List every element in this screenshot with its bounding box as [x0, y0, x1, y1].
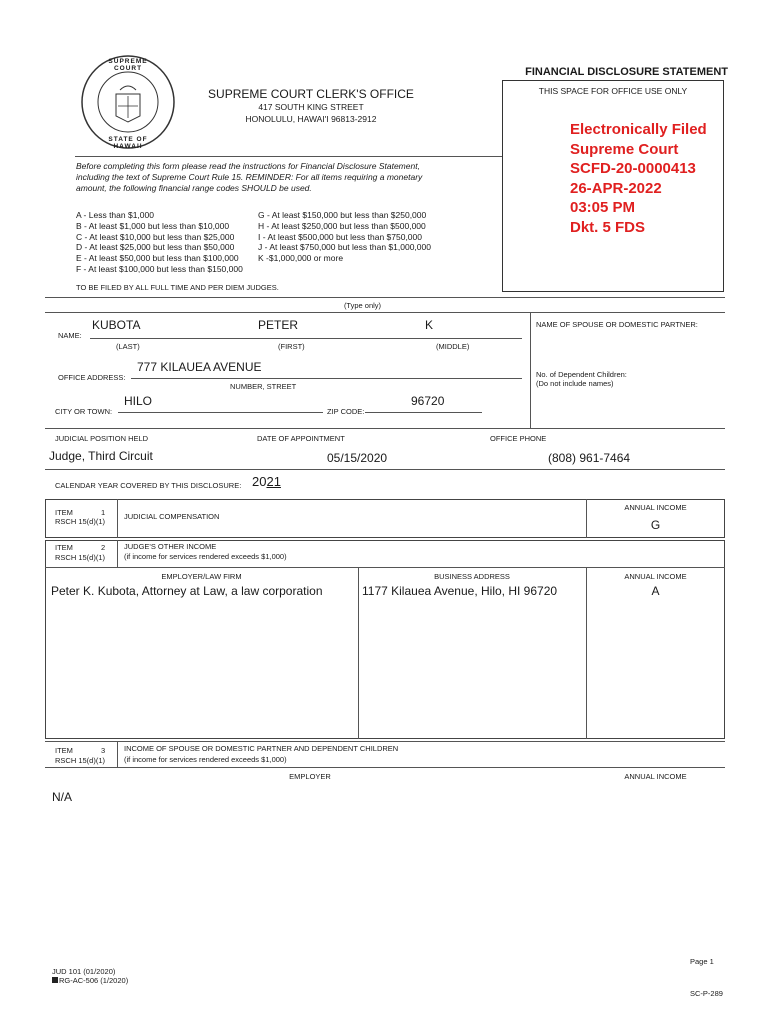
item2-employer-value[interactable]: Peter K. Kubota, Attorney at Law, a law corporation [51, 584, 323, 598]
year-suffix: 21 [266, 474, 281, 489]
year-prefix: 20 [252, 474, 267, 489]
city-value[interactable]: HILO [124, 394, 153, 408]
item2-col-employer: EMPLOYER/LAW FIRM [161, 572, 242, 581]
office-address-label: OFFICE ADDRESS: [58, 373, 126, 382]
form-title: FINANCIAL DISCLOSURE STATEMENT [525, 66, 728, 78]
instructions-line-2: including the text of Supreme Court Rule 15. REMINDER: For all items requiring a monetary [76, 172, 423, 182]
item2-address-value[interactable]: 1177 Kilauea Avenue, Hilo, HI 96720 [362, 584, 558, 598]
last-name-value[interactable]: KUBOTA [92, 318, 141, 332]
appointment-value[interactable]: 05/15/2020 [327, 451, 388, 465]
rule-name-top [45, 312, 725, 313]
court-seal [80, 54, 176, 150]
form-number-2-text: RG-AC-506 (1/2020) [59, 976, 129, 985]
stamp-line-5: 03:05 PM [570, 199, 636, 216]
item2-rule: RSCH 15(d)(1) [55, 553, 106, 562]
item3-rule: RSCH 15(d)(1) [55, 756, 106, 765]
item3-col-employer: EMPLOYER [289, 772, 331, 781]
item2-divider-left [117, 540, 118, 567]
last-label: (LAST) [116, 342, 140, 351]
middle-label: (MIDDLE) [436, 342, 470, 351]
first-label: (FIRST) [278, 342, 305, 351]
item1-title: JUDICIAL COMPENSATION [124, 512, 220, 521]
item2-col-divider-1 [358, 567, 359, 739]
phone-label: OFFICE PHONE [490, 434, 547, 443]
dependents-label-line-2: (Do not include names) [536, 379, 614, 388]
item3-subtitle: (if income for services rendered exceeds $1,000) [124, 755, 287, 764]
code-f: F - At least $100,000 but less than $150,000 [76, 263, 243, 274]
item2-income-value[interactable]: A [651, 584, 660, 598]
item1-item: ITEM [55, 508, 73, 517]
dependents-label [536, 370, 627, 388]
item2-item: ITEM [55, 543, 73, 552]
code-j: J - At least $750,000 but less than $1,000,000 [258, 242, 431, 253]
stamp-line-3: SCFD-20-0000413 [570, 160, 696, 177]
item1-label [55, 508, 105, 517]
item2-num: 2 [101, 543, 106, 552]
instructions-top-rule [75, 156, 502, 157]
code-d: D - At least $25,000 but less than $50,000 [76, 242, 235, 253]
rule-position-bottom [45, 469, 725, 470]
spouse-label: NAME OF SPOUSE OR DOMESTIC PARTNER: [536, 320, 698, 329]
seal-bottom-text: STATE OF HAWAII [108, 136, 148, 150]
item3-label [55, 746, 105, 755]
name-underline [90, 338, 522, 339]
divider-spouse [530, 312, 531, 428]
office-address-line2: HONOLULU, HAWAI'I 96813-2912 [245, 114, 377, 124]
calendar-year-value[interactable] [252, 474, 281, 489]
code-e: E - At least $50,000 but less than $100,000 [76, 253, 239, 264]
number-street-label: NUMBER, STREET [230, 382, 297, 391]
item3-top-rule [45, 741, 725, 742]
appointment-label: DATE OF APPOINTMENT [257, 434, 345, 443]
stamp-line-6: Dkt. 5 FDS [570, 218, 646, 236]
item2-title: JUDGE'S OTHER INCOME [124, 542, 217, 551]
page-number: Page 1 [690, 957, 714, 966]
name-label: NAME: [58, 331, 82, 340]
dependents-label-line-1: No. of Dependent Children: [536, 370, 627, 379]
street-value[interactable]: 777 KILAUEA AVENUE [137, 360, 262, 374]
office-address-line1: 417 SOUTH KING STREET [258, 102, 364, 112]
code-c: C - At least $10,000 but less than $25,000 [76, 231, 235, 242]
phone-value[interactable]: (808) 961-7464 [548, 451, 631, 465]
office-name: SUPREME COURT CLERK'S OFFICE [208, 87, 414, 101]
zip-label: ZIP CODE: [327, 407, 365, 416]
zip-value[interactable]: 96720 [411, 394, 445, 408]
form-number-2-icon [52, 977, 58, 983]
item2-col-address: BUSINESS ADDRESS [434, 572, 510, 581]
item1-income-value[interactable]: G [650, 518, 661, 532]
rule-name-bottom [45, 428, 725, 429]
filed-by-note: TO BE FILED BY ALL FULL TIME AND PER DIEM JUDGES. [76, 283, 279, 292]
filing-stamp [570, 120, 720, 237]
zip-underline [365, 412, 482, 413]
code-g: G - At least $150,000 but less than $250,000 [258, 210, 427, 220]
form-number-1: JUD 101 (01/2020) [52, 967, 116, 976]
middle-name-value[interactable]: K [425, 318, 434, 332]
item3-header-rule [45, 767, 725, 768]
item2-header-rule [45, 567, 725, 568]
form-code: SC-P-289 [690, 989, 723, 998]
position-value[interactable]: Judge, Third Circuit [49, 449, 153, 463]
instructions [76, 161, 496, 194]
code-b: B - At least $1,000 but less than $10,000 [76, 220, 230, 231]
item3-num: 3 [101, 746, 106, 755]
item1-income-header: ANNUAL INCOME [624, 503, 687, 512]
item3-employer-value[interactable]: N/A [52, 790, 73, 804]
item3-item: ITEM [55, 746, 73, 755]
rule-type-only [45, 297, 725, 298]
stamp-line-1: Electronically Filed [570, 121, 707, 138]
item3-title: INCOME OF SPOUSE OR DOMESTIC PARTNER AND DEPENDENT CHILDREN [124, 744, 399, 753]
item1-rule: RSCH 15(d)(1) [55, 517, 106, 526]
stamp-line-4: 26-APR-2022 [570, 179, 662, 197]
code-a: A - Less than $1,000 [76, 210, 154, 220]
street-underline [131, 378, 522, 379]
city-label: CITY OR TOWN: [55, 407, 113, 416]
item3-col-income: ANNUAL INCOME [624, 772, 687, 781]
instructions-line-3: amount, the following financial range codes SHOULD be used. [76, 183, 312, 193]
instructions-line-1: Before completing this form please read the instructions for Financial Disclosure Statement, [76, 161, 420, 171]
code-h: H - At least $250,000 but less than $500,000 [258, 220, 426, 231]
item2-subtitle: (if income for services rendered exceeds $1,000) [124, 552, 287, 561]
seal-top-text: SUPREME COURT [108, 58, 148, 72]
form-number-2 [52, 976, 128, 985]
item2-box [45, 540, 725, 739]
range-codes-right [258, 210, 431, 264]
item1-num: 1 [101, 508, 106, 517]
office-use-label: THIS SPACE FOR OFFICE USE ONLY [538, 86, 688, 96]
item2-col-income: ANNUAL INCOME [624, 572, 687, 581]
city-underline [118, 412, 323, 413]
first-name-value[interactable]: PETER [258, 318, 299, 332]
stamp-line-2: Supreme Court [570, 140, 679, 158]
position-label: JUDICIAL POSITION HELD [55, 434, 149, 443]
item2-label [55, 543, 105, 552]
range-codes-left [76, 210, 243, 275]
code-i: I - At least $500,000 but less than $750,000 [258, 231, 422, 242]
item1-divider-left [117, 499, 118, 538]
item3-divider-left [117, 741, 118, 767]
calendar-year-label: CALENDAR YEAR COVERED BY THIS DISCLOSURE: [55, 481, 242, 490]
code-k: K -$1,000,000 or more [258, 253, 344, 264]
type-only-label: (Type only) [343, 301, 382, 310]
